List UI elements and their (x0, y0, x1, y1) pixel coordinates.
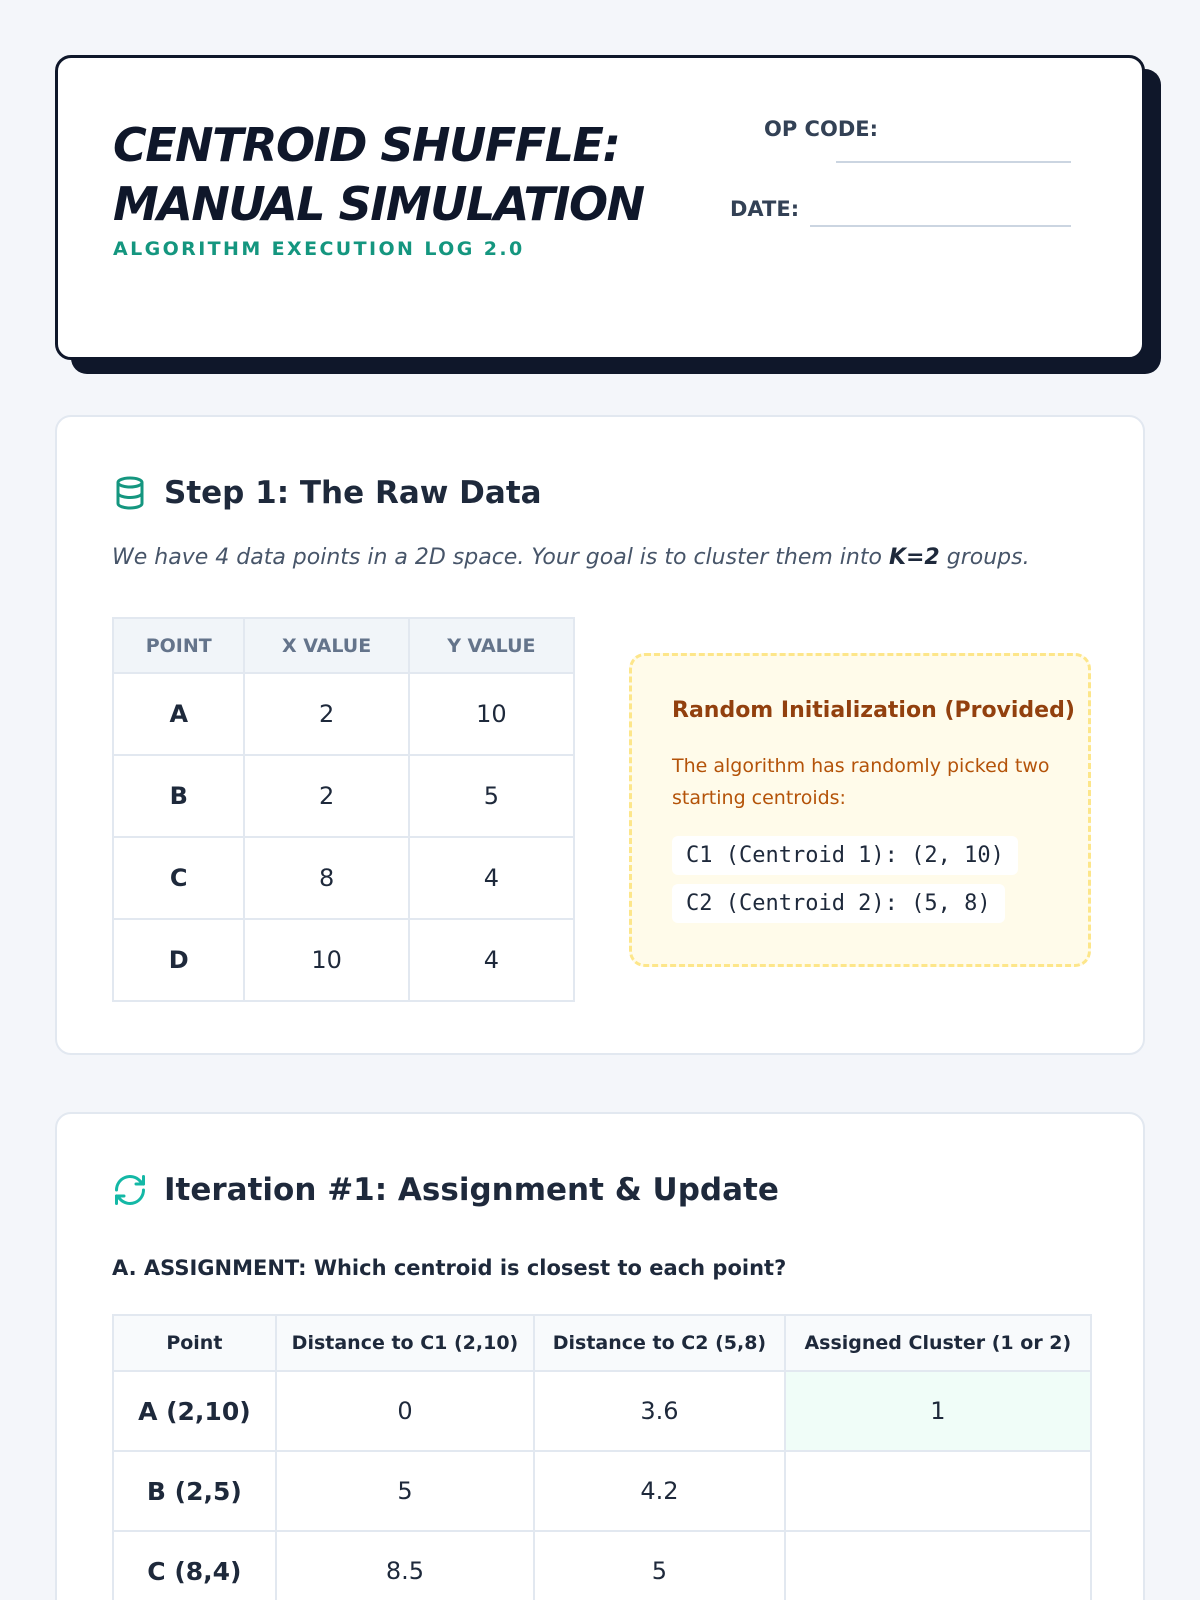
assigned-cluster-cell[interactable]: 1 (785, 1371, 1091, 1451)
step1-title: Step 1: The Raw Data (164, 475, 542, 511)
step1-card (55, 415, 1145, 1055)
assignment-label: A. ASSIGNMENT: Which centroid is closest to each point? (112, 1256, 787, 1280)
point-name: A (113, 673, 244, 755)
table-row (113, 837, 574, 919)
assigned-cluster-cell[interactable] (785, 1531, 1091, 1600)
random-init-box (629, 653, 1091, 967)
point-label: C (8,4) (113, 1531, 276, 1600)
centroid1-code: C1 (Centroid 1): (2, 10) (672, 836, 1018, 875)
init-description: The algorithm has randomly picked two starting centroids: (672, 755, 1050, 809)
point-name: D (113, 919, 244, 1001)
step1-heading (112, 475, 542, 511)
x-value: 8 (244, 837, 408, 919)
table-row (113, 673, 574, 755)
y-value: 5 (409, 755, 574, 837)
distance-c1: 0 (276, 1371, 534, 1451)
page-title: CENTROID SHUFFLE: MANUAL SIMULATION (113, 118, 644, 231)
point-name: C (113, 837, 244, 919)
table-row (113, 1371, 1091, 1451)
assignment-header-row (113, 1315, 1091, 1371)
distance-c1: 5 (276, 1451, 534, 1531)
date-field[interactable] (810, 225, 1071, 227)
iteration1-heading (112, 1172, 779, 1208)
assigned-cluster-cell[interactable] (785, 1451, 1091, 1531)
y-value: 4 (409, 837, 574, 919)
point-label: A (2,10) (113, 1371, 276, 1451)
page-subtitle: ALGORITHM EXECUTION LOG 2.0 (113, 238, 525, 260)
refresh-icon (112, 1172, 148, 1208)
init-title: Random Initialization (Provided) (672, 698, 1075, 723)
distance-c2: 3.6 (534, 1371, 784, 1451)
op-code-field[interactable] (836, 161, 1071, 163)
col-header-y: Y VALUE (409, 618, 574, 673)
y-value: 10 (409, 673, 574, 755)
intro-text-end: groups. (939, 545, 1030, 570)
x-value: 2 (244, 755, 408, 837)
raw-table-header-row (113, 618, 574, 673)
iteration1-title: Iteration #1: Assignment & Update (164, 1172, 779, 1208)
intro-k-value: K=2 (888, 545, 940, 570)
x-value: 2 (244, 673, 408, 755)
distance-c2: 4.2 (534, 1451, 784, 1531)
table-row (113, 919, 574, 1001)
col-header-point: Point (113, 1315, 276, 1371)
point-label: B (2,5) (113, 1451, 276, 1531)
col-header-dist-c2: Distance to C2 (5,8) (534, 1315, 784, 1371)
assignment-table (112, 1314, 1092, 1600)
header-card (55, 55, 1145, 360)
date-label: DATE: (730, 197, 800, 221)
col-header-cluster: Assigned Cluster (1 or 2) (785, 1315, 1091, 1371)
table-row (113, 755, 574, 837)
col-header-point: POINT (113, 618, 244, 673)
x-value: 10 (244, 919, 408, 1001)
op-code-label: OP CODE: (764, 117, 878, 141)
y-value: 4 (409, 919, 574, 1001)
distance-c2: 5 (534, 1531, 784, 1600)
iteration1-card (55, 1112, 1145, 1600)
raw-data-table (112, 617, 575, 1002)
table-row (113, 1531, 1091, 1600)
col-header-x: X VALUE (244, 618, 408, 673)
database-icon (112, 475, 148, 511)
col-header-dist-c1: Distance to C1 (2,10) (276, 1315, 534, 1371)
distance-c1: 8.5 (276, 1531, 534, 1600)
step1-intro (112, 545, 1030, 570)
intro-text-start: We have 4 data points in a 2D space. Your goal is to cluster them into (112, 545, 889, 570)
table-row (113, 1451, 1091, 1531)
centroid2-code: C2 (Centroid 2): (5, 8) (672, 884, 1005, 923)
point-name: B (113, 755, 244, 837)
